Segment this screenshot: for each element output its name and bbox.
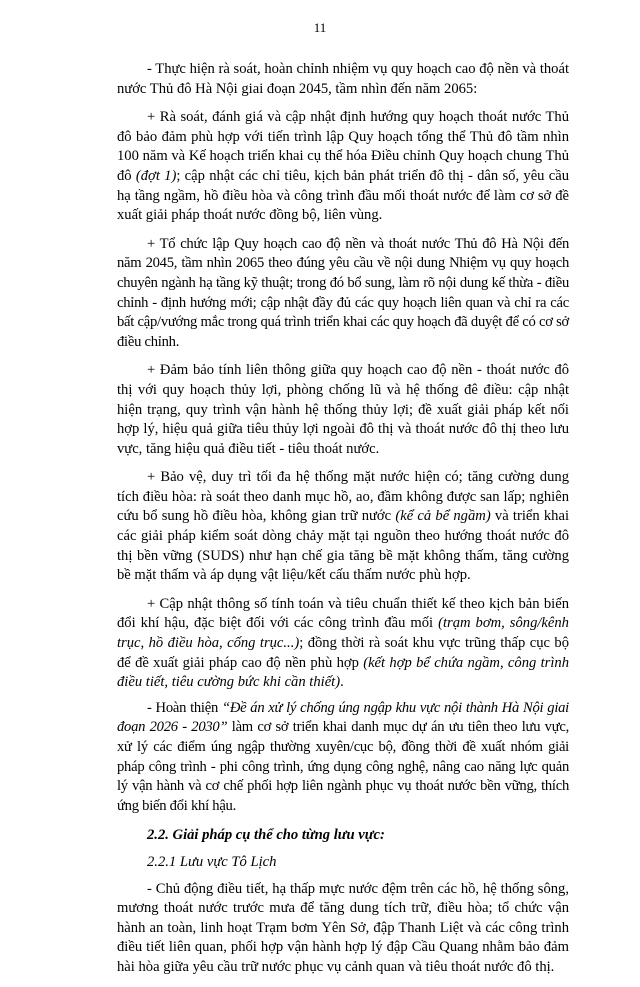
- section-heading: 2.2. Giải pháp cụ thể cho từng lưu vực:: [147, 827, 385, 844]
- italic-note: (trạm bơm, sông/kênh trục, hồ điều hòa, cống trục...): [117, 615, 569, 652]
- paragraph-climate-parameters: [117, 595, 569, 693]
- paragraph-text: ; cập nhật các chỉ tiêu, kịch bản phát triển đô thị - dân số, yêu cầu hạ tầng ngầm, hồ điều hòa và công trình đầu mối thoát nước để làm cơ sở đề xuất giải pháp thoát nước đồng bộ, liên vùng.: [117, 167, 569, 224]
- paragraph-text: .: [340, 674, 344, 691]
- page-number: 11: [313, 20, 327, 35]
- paragraph-text: + Bảo vệ, duy trì tối đa hệ thống mặt nước hiện có; tăng cường dung tích điều hòa: rà soát theo danh mục hồ, ao, đầm không được san lấp; nghiên cứu bổ sung hồ điều hòa, không gian trữ nước: [117, 469, 569, 525]
- paragraph-flood-project: [117, 699, 569, 817]
- italic-note: (đợt 1): [135, 167, 177, 184]
- italic-note: (kết hợp bể chứa ngầm, công trình điều tiết, tiêu cường bức khi cần thiết): [117, 654, 570, 691]
- paragraph-text: - Hoàn thiện: [147, 699, 222, 716]
- paragraph-water-surface: [117, 468, 569, 586]
- italic-project-title: “Đề án xử lý chống úng ngập khu vực nội thành Hà Nội giai đoạn 2026 - 2030”: [117, 699, 569, 736]
- paragraph-intro: - Thực hiện rà soát, hoàn chỉnh nhiệm vụ quy hoạch cao độ nền và thoát nước Thủ đô Hà Nội giai đoạn 2045, tầm nhìn đến năm 2065:: [117, 61, 569, 97]
- paragraph-to-lich-basin: - Chủ động điều tiết, hạ thấp mực nước đệm trên các hồ, hệ thống sông, mương thoát nước trước mưa để tăng dung tích trữ, điều hòa; tổ chức vận hành an toàn, linh hoạt Trạm bơm Yên Sở, đập Thanh Liệt và các công trình điều tiết liên quan, phối hợp vận hành hợp lý đập Cầu Quang nhằm bảo đảm hài hòa giữa yêu cầu trữ nước phục vụ cảnh quan và tiêu thoát nước đô thị.: [117, 880, 569, 975]
- paragraph-plan-organization: + Tổ chức lập Quy hoạch cao độ nền và thoát nước Thủ đô Hà Nội đến năm 2045, tầm nhìn 2065 theo đúng yêu cầu về nội dung Nhiệm vụ quy hoạch chuyên ngành hạ tầng kỹ thuật; trong đó bổ sung, làm rõ nội dung kế thừa - điều chỉnh - định hướng mới; cập nhật đầy đủ các quy hoạch liên quan và chỉ ra các bất cập/vướng mắc trong quá trình triển khai các quy hoạch đã duyệt để có cơ sở điều chỉnh.: [117, 235, 569, 350]
- document-body: [117, 60, 569, 987]
- paragraph-connectivity: + Đảm bảo tính liên thông giữa quy hoạch cao độ nền - thoát nước đô thị với quy hoạch thủy lợi, phòng chống lũ và hệ thống đê điều: cập nhật hiện trạng, quy trình vận hành hệ thống thủy lợi; đề xuất giải pháp kết nối hợp lý, hiệu quả giữa tiêu thủy lợi ngoài đô thị và thoát nước đô thị theo lưu vực, tăng hiệu quả điều tiết - tiêu thoát nước.: [117, 362, 569, 457]
- paragraph-text: và triển khai các giải pháp kiểm soát dòng chảy mặt tại nguồn theo hướng thoát nước đô thị bền vững (SUDS) như hạn chế gia tăng bề mặt không thấm, tăng cường bề mặt thấm và áp dụng vật liệu/kết cấu thấm nước phù hợp.: [117, 508, 569, 584]
- paragraph-text: + Rà soát, đánh giá và cập nhật định hướng quy hoạch thoát nước Thủ đô bảo đảm phù hợp với tiến trình lập Quy hoạch tổng thể Thủ đô tầm nhìn 100 năm và Kế hoạch triển khai cụ thể hóa Điều chỉnh Quy hoạch chung Thủ đô: [117, 109, 569, 184]
- italic-note: (kể cả bể ngầm): [395, 508, 491, 525]
- paragraph-text: ; đồng thời rà soát khu vực trũng thấp cục bộ để đề xuất giải pháp cao độ nền phù hợp: [117, 635, 570, 671]
- subsection-heading: 2.2.1 Lưu vực Tô Lịch: [147, 853, 277, 870]
- paragraph-planning-review: [117, 108, 569, 226]
- paragraph-text: làm cơ sở triển khai danh mục dự án ưu tiên theo lưu vực, xử lý các điểm úng ngập thường xuyên/cục bộ, đồng thời đề xuất nhóm giải pháp công trình - phi công trình, ứng dụng công nghệ, nâng cao năng lực quản lý vận hành và cơ chế phối hợp liên ngành phục vụ thoát nước bền vững, thích ứng biến đổi khí hậu.: [117, 719, 570, 814]
- paragraph-text: + Cập nhật thông số tính toán và tiêu chuẩn thiết kế theo kịch bản biến đổi khí hậu, đặc biệt đối với các công trình đầu mối: [117, 595, 569, 632]
